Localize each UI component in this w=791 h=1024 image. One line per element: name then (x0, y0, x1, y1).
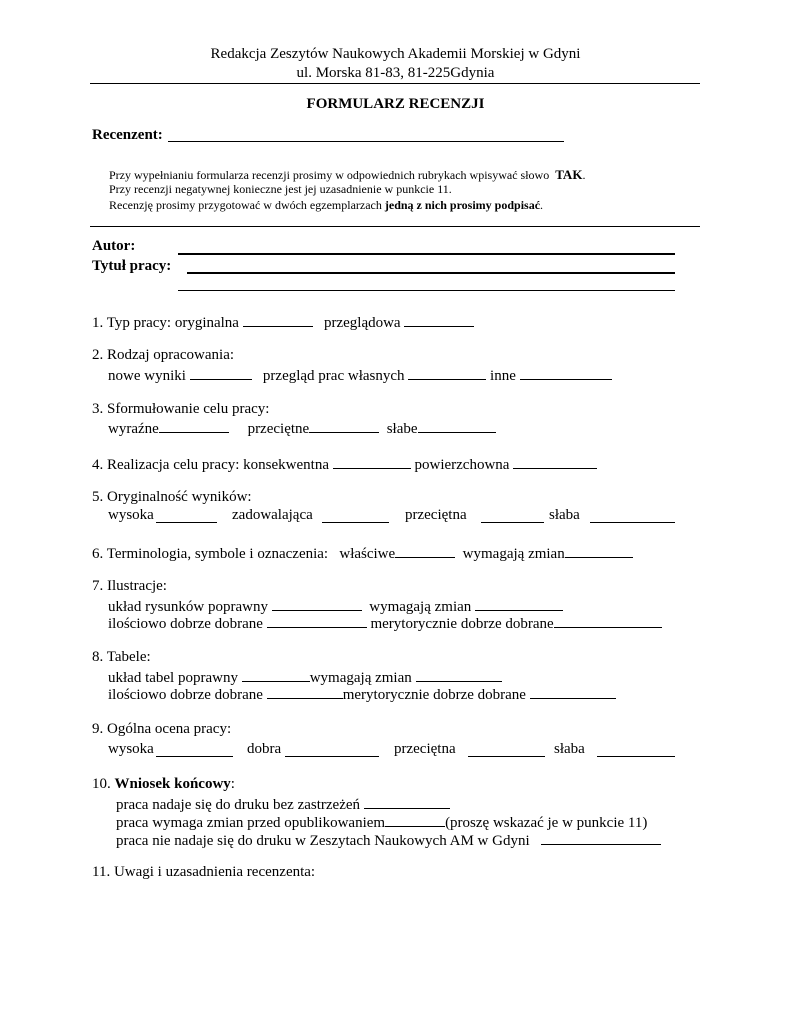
instruction-line-3 (109, 198, 543, 213)
q3-row (108, 418, 496, 438)
q7-content-label: merytorycznie dobrze dobrane (370, 616, 554, 632)
q8-content-field[interactable] (530, 684, 616, 699)
q5-high-field[interactable] (156, 522, 217, 523)
q9-good-label: dobra (247, 741, 282, 757)
instruction-3-end: . (540, 198, 544, 212)
q10-reject-label: praca nie nadaje się do druku w Zeszytach Naukowych AM w Gdyni (116, 833, 530, 849)
q8-label: 8. Tabele: (92, 649, 151, 665)
q8-needs-change-field[interactable] (416, 667, 502, 682)
paper-title-field-1[interactable] (187, 272, 675, 274)
q7-content-field[interactable] (554, 613, 662, 628)
q9-good-field[interactable] (285, 756, 379, 757)
q4-label: 4. Realizacja celu pracy: konsekwentna (92, 457, 329, 473)
q3-clear-field[interactable] (159, 418, 229, 433)
q10-colon: : (230, 776, 235, 792)
q8-quantity-field[interactable] (267, 684, 343, 699)
q7-quantity-field[interactable] (267, 613, 367, 628)
q6-proper-label: właściwe (339, 546, 396, 562)
q4-superficial-label: powierzchowna (414, 457, 510, 473)
q5-weak-label: słaba (549, 507, 580, 523)
author-field[interactable] (178, 253, 675, 255)
q5-average-label: przeciętna (405, 507, 467, 523)
publisher-address: ul. Morska 81-83, 81-225Gdynia (296, 65, 495, 81)
q7-needs-change-field[interactable] (475, 596, 563, 611)
q10-row-2 (116, 812, 647, 832)
q4-consistent-field[interactable] (333, 454, 411, 469)
q3-label: 3. Sformułowanie celu pracy: (92, 401, 270, 417)
q9-weak-label: słaba (554, 741, 585, 757)
q10-revise-field[interactable] (385, 812, 445, 827)
instruction-3-bold: jedną z nich prosimy podpisać (384, 198, 541, 212)
q6-needs-change-field[interactable] (565, 543, 633, 558)
instruction-line-1 (109, 167, 585, 183)
q2-new-results-label: nowe wyniki (108, 368, 186, 384)
q7-row-2 (108, 613, 662, 633)
q5-satisfactory-field[interactable] (322, 522, 389, 523)
q10-accept-field[interactable] (364, 794, 450, 809)
instruction-1-bold: TAK (555, 167, 583, 182)
q9-high-field[interactable] (156, 756, 233, 757)
q9-high-label: wysoka (108, 741, 154, 757)
q6-proper-field[interactable] (395, 543, 455, 558)
q8-layout-field[interactable] (242, 667, 310, 682)
q10-title: Wniosek końcowy (114, 776, 231, 792)
form-title: FORMULARZ RECENZJI (306, 96, 485, 112)
q1-review-label: przeglądowa (323, 315, 401, 331)
paper-title-label: Tytuł pracy: (92, 258, 172, 274)
q10-row-1 (116, 794, 450, 814)
q2-row (108, 365, 612, 385)
q2-label: 2. Rodzaj opracowania: (92, 347, 235, 363)
q7-layout-label: układ rysunków poprawny (108, 599, 268, 615)
q6-needs-change-label: wymagają zmian (462, 546, 565, 562)
reviewer-field[interactable] (168, 141, 564, 142)
q8-needs-change-label: wymagają zmian (309, 670, 412, 686)
publisher-name: Redakcja Zeszytów Naukowych Akademii Morskiej w Gdyni (210, 46, 581, 62)
q1-label: 1. Typ pracy: oryginalna (92, 315, 239, 331)
q11-label: 11. Uwagi i uzasadnienia recenzenta: (92, 864, 316, 880)
instruction-1-end: . (582, 168, 586, 182)
q8-row-2 (108, 684, 616, 704)
q8-layout-label: układ tabel poprawny (108, 670, 238, 686)
q5-weak-field[interactable] (590, 522, 675, 523)
q5-satisfactory-label: zadowalająca (232, 507, 313, 523)
header-divider (90, 83, 700, 84)
q6-label: 6. Terminologia, symbole i oznaczenia: (92, 546, 329, 562)
q1-row (92, 312, 474, 332)
q7-label: 7. Ilustracje: (92, 578, 167, 594)
q2-own-review-label: przegląd prac własnych (262, 368, 405, 384)
paper-title-field-2[interactable] (178, 290, 675, 291)
q2-new-results-field[interactable] (190, 365, 252, 380)
q8-quantity-label: ilościowo dobrze dobrane (108, 687, 263, 703)
reviewer-label: Recenzent: (92, 127, 163, 143)
q9-average-label: przeciętna (394, 741, 456, 757)
q10-reject-field[interactable] (541, 830, 661, 845)
q1-original-field[interactable] (243, 312, 313, 327)
q3-weak-label: słabe (386, 421, 418, 437)
instruction-3-text: Recenzję prosimy przygotować w dwóch egzemplarzach (109, 198, 382, 212)
q7-needs-change-label: wymagają zmian (369, 599, 472, 615)
q3-clear-label: wyraźne (108, 421, 159, 437)
q6-row (92, 543, 633, 563)
q3-average-field[interactable] (309, 418, 379, 433)
q10-revise-note: (proszę wskazać je w punkcie 11) (445, 815, 648, 831)
q5-average-field[interactable] (481, 522, 544, 523)
q4-row (92, 454, 597, 474)
author-label: Autor: (92, 238, 136, 254)
instructions-divider (90, 226, 700, 227)
q7-layout-field[interactable] (272, 596, 362, 611)
q10-revise-label: praca wymaga zmian przed opublikowaniem (116, 815, 386, 831)
q10-accept-label: praca nadaje się do druku bez zastrzeżeń (116, 797, 361, 813)
q3-weak-field[interactable] (418, 418, 496, 433)
instruction-1-text: Przy wypełnianiu formularza recenzji prosimy w odpowiednich rubrykach wpisywać słowo (109, 168, 550, 182)
q5-label: 5. Oryginalność wyników: (92, 489, 252, 505)
q2-other-field[interactable] (520, 365, 612, 380)
q9-weak-field[interactable] (597, 756, 675, 757)
instruction-line-2: Przy recenzji negatywnej konieczne jest jej uzasadnienie w punkcie 11. (109, 182, 452, 196)
q2-other-label: inne (490, 368, 516, 384)
q10-number: 10. (92, 776, 111, 792)
q5-high-label: wysoka (108, 507, 154, 523)
q4-superficial-field[interactable] (513, 454, 597, 469)
q9-label: 9. Ogólna ocena pracy: (92, 721, 232, 737)
q2-own-review-field[interactable] (408, 365, 486, 380)
q10-label (92, 776, 235, 793)
q8-content-label: merytorycznie dobrze dobrane (342, 687, 526, 703)
q7-quantity-label: ilościowo dobrze dobrane (108, 616, 263, 632)
q10-row-3 (116, 830, 661, 850)
q3-average-label: przeciętne (247, 421, 310, 437)
q1-review-field[interactable] (404, 312, 474, 327)
q9-average-field[interactable] (468, 756, 545, 757)
